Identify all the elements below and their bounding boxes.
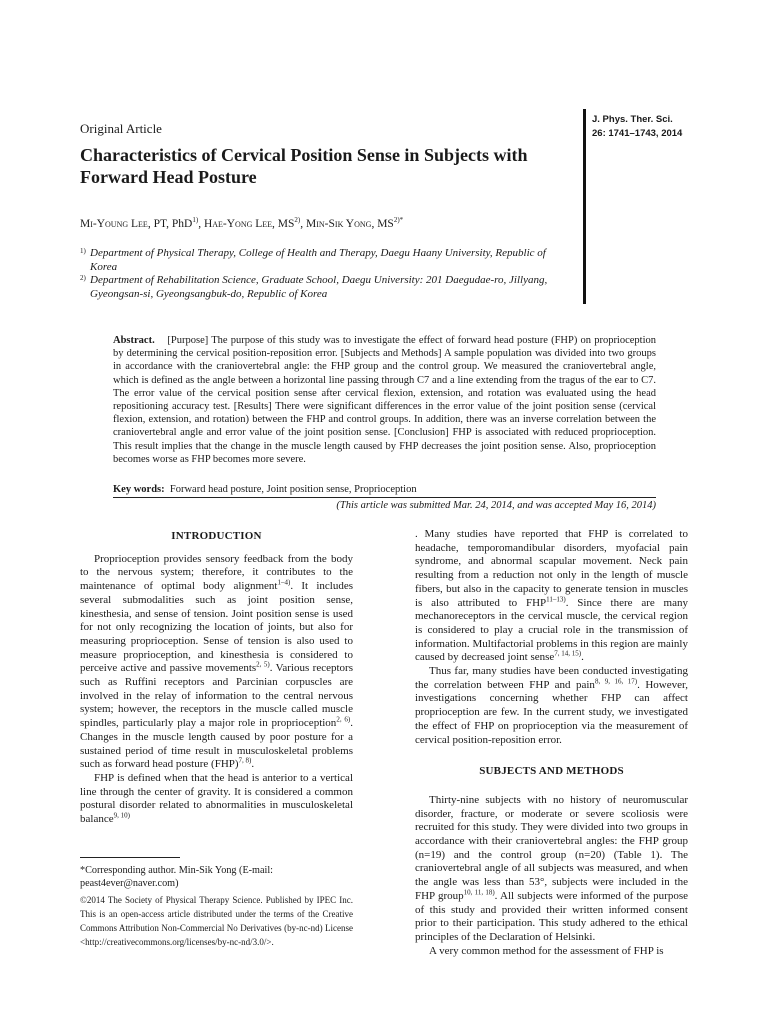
affiliation-2: 2) Department of Rehabilitation Science, Graduate School, Daegu University: 201 Daegudae-ro, Jillyang, Gyeongsan-si, Gyeongsangbuk-do, Republic of Korea [80,274,548,300]
author-list [80,218,403,230]
citation-ref: 7, 14, 15) [554,649,582,658]
article-type: Original Article [80,121,162,136]
text-run: Thus far, many studies have been conducted investigating the correlation between FHP and pain [415,665,688,691]
methods-paragraph-1 [415,794,688,945]
citation-ref: 7, 8) [238,756,252,765]
footnote-rule [80,857,180,858]
methods-heading: SUBJECTS AND METHODS [479,765,624,778]
intro-paragraph-2-continued [415,528,688,665]
text-run: . Many studies have reported that FHP is correlated to headache, temporomandibular disorders, myofacial pain syndrome, and abnormal scapular movement. Neck pain resulting from a reduction not only in the length of muscle fibers, but also in the capacity to generate tension in muscles is also attributed to FHP [415,528,688,609]
citation-ref: 1–4) [277,578,291,587]
affiliations [80,247,570,301]
text-run: . Since there are many mechanoreceptors in the cervical muscle, the cervical region is considered to play a crucial role in the transmission of information. Multifactorial problems in this region are mainly caused by decreased joint sense [415,596,688,664]
author-1: Mi-Young Lee, PT, PhD$^{1)}$, [80,216,204,230]
submission-dates: (This article was submitted Mar. 24, 2014, and was accepted May 16, 2014) [336,500,656,511]
text-run: . However, investigations concerning whether FHP can affect proprioception are few. In the current study, we investigated the effect of FHP on proprioception via the measurement of cervical position-reposition error. [415,678,688,746]
right-column [415,528,688,958]
citation-ref: 9, 10) [113,811,130,820]
keywords [113,483,656,496]
journal-volume: 26: 1741–1743, 2014 [592,128,683,139]
intro-paragraph-2 [80,772,353,827]
text-run: . [251,758,255,771]
citation-ref: 2, 6) [336,715,351,724]
text-run: FHP is defined when that the head is anterior to a vertical line through the center of gravity. It is considered a common postural disorder related to abnormalities in musculoskeletal balance [80,771,353,826]
intro-heading: INTRODUCTION [171,530,262,542]
intro-paragraph-3 [415,665,688,747]
citation-ref: 2, 5) [256,660,270,669]
text-run: . All subjects were informed of the purpose of this study and provided their written informed consent prior to their participation. This study adhered to the ethical principles of the Declaration of Helsinki. [415,889,688,943]
author-3: Min-Sik Yong, $MS^{2)*}$ [306,216,404,230]
abstract-label: Abstract. [113,335,155,346]
header-divider [583,109,586,304]
abstract [113,334,656,466]
text-run: . Various receptors such as Ruffini receptors and Parcinian corpuscles are involved in the relay of information to the central nervous system; however, the receptors in the muscle called muscle spindles, particularly play a major role in proprioception [80,662,353,730]
text-run: . Changes in the muscle length caused by poor posture for a sustained period of time result in musculoskeletal problems such as forward head posture (FHP) [80,717,353,771]
text-run: . It includes several submodalities such as joint position sense, kinesthesia, and sense of tension. Joint position sense is used for not only recognizing the location of joints, but also for measuring proprioception. Sense of tension is also used to measure proprioception, and kinesthesia is considered to perceive active and passive movements [80,580,353,675]
journal-citation [592,113,682,141]
left-column [80,530,353,827]
abstract-text: [Purpose] The purpose of this study was to investigate the effect of forward head posture (FHP) on proprioception by determining the cervical position-reposition error. [Subjects and Methods] A sample population was divided into two groups in accordance with the craniovertebral angle: the FHP group and the control group. We measured the craniovertebral angle, which is defined as the angle between a horizontal line passing through C7 and a line extending from the tragus of the ear to C7. The error value of the cervical position sense after cervical flexion, extension, and rotation was evaluated using the head repositioning accuracy test. [Results] There were significant differences in the error value of the joint position sense (cervical flexion, extension, and rotation) between the FHP and control groups. In addition, there was an inverse correlation between the craniovertebral angle and error value of the joint position sense. [Conclusion] FHP is associated with reduced proprioception. This result implies that the change in the muscle length caused by FHP decreases the joint position sense. Also, proprioception becomes worse as FHP becomes more severe. [113,335,657,465]
citation-ref: 8, 9, 16, 17) [594,677,638,686]
abstract-rule [113,497,656,498]
license-notice: ©2014 The Society of Physical Therapy Science. Published by IPEC Inc. This is an open-access article distributed under the terms of the Creative Commons Attribution Non-Commercial No Derivatives (by-nc-nd) License <http://creativecommons.org/licenses/by-nc-nd/3.0/>. [80,895,353,947]
citation-ref: 11–13) [546,594,566,603]
keywords-label: Key words: [113,484,165,495]
affiliation-1: 1) Department of Physical Therapy, College of Health and Therapy, Daegu Haany University, Republic of Korea [80,247,546,273]
article-title: Characteristics of Cervical Position Sense in Subjects with Forward Head Posture [80,145,528,187]
text-run: Thirty-nine subjects with no history of neuromuscular disorder, fracture, or moderate or severe scoliosis were recruited for this study. They were divided into two groups in accordance with their craniovertebral angles: the FHP group (n=19) and the control group (n=20) (Table 1). The craniovertebral angle of all subjects was measured, and when the angle was less than 53°, subjects were included in the FHP group [415,793,688,902]
text-run: Proprioception provides sensory feedback from the body to the nervous system; therefore, it contributes to the maintenance of optimal body alignment [80,552,353,593]
intro-paragraph-1 [80,553,353,772]
corresponding-author: *Corresponding author. Min-Sik Yong (E-mail: peast4ever@naver.com) [80,865,273,890]
text-run: . [581,651,584,664]
methods-paragraph-2 [415,945,688,959]
text-run: A very common method for the assessment of FHP is [429,944,664,957]
keywords-text: Forward head posture, Joint position sense, Proprioception [169,484,417,495]
author-2: Hae-Yong Lee, MS$^{2)}$, [203,216,307,230]
citation-ref: 10, 11, 18) [463,888,495,897]
journal-name: J. Phys. Ther. Sci. [592,114,673,125]
